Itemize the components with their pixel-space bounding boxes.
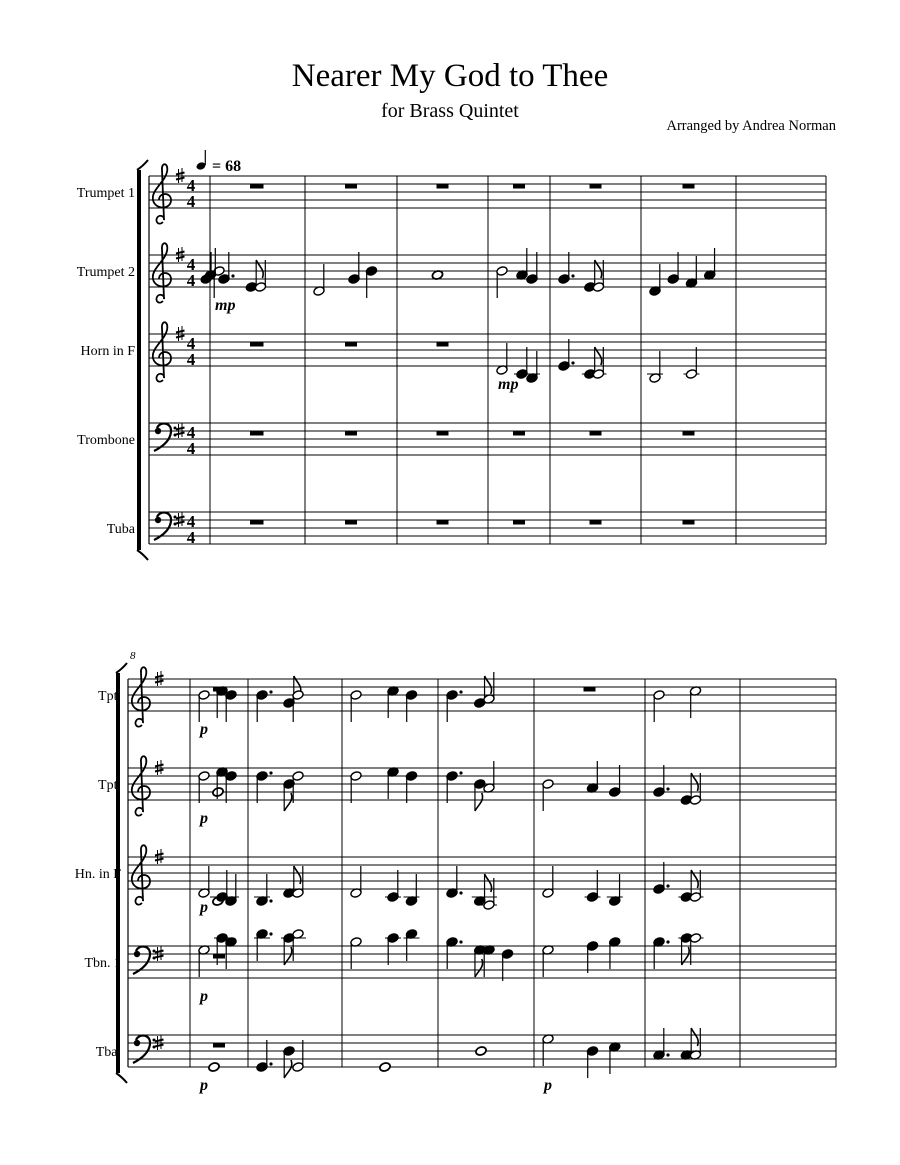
note: [609, 937, 621, 969]
page-title: Nearer My God to Thee: [291, 58, 609, 94]
note: [350, 690, 362, 722]
instrument-name: Tbn. 1: [84, 956, 121, 971]
instrument-name: Trumpet 1: [76, 186, 135, 201]
note: [586, 761, 598, 793]
dynamic-marking: p: [200, 899, 208, 916]
note: [292, 771, 304, 803]
note: [225, 771, 237, 803]
note: [586, 941, 598, 973]
sharp-icon: [176, 168, 185, 183]
sharp-icon: [155, 671, 164, 686]
note: [483, 945, 495, 977]
time-signature: 4: [186, 271, 196, 290]
note: [365, 266, 377, 298]
dynamic-marking: p: [200, 721, 208, 738]
dynamic-marking: mp: [215, 297, 236, 314]
note: [542, 866, 554, 898]
note: [292, 690, 304, 722]
note: [475, 1046, 487, 1057]
sharp-icon: [155, 1035, 164, 1050]
note: [348, 252, 360, 284]
note: [198, 866, 210, 898]
note: [387, 686, 399, 718]
tempo-bpm: = 68: [212, 158, 242, 175]
note: [558, 339, 575, 371]
treble-clef-icon: [153, 243, 171, 302]
bracket-icon: [137, 160, 148, 560]
whole-rest-icon: [590, 520, 602, 525]
note: [256, 771, 273, 803]
note: [446, 690, 463, 722]
whole-rest-icon: [213, 1043, 225, 1048]
instrument-name: Trombone: [77, 433, 135, 448]
whole-rest-icon: [345, 342, 357, 347]
whole-rest-icon: [252, 431, 264, 436]
note: [208, 1062, 220, 1073]
note: [647, 351, 663, 383]
note: [350, 771, 362, 803]
note: [225, 937, 237, 969]
note: [653, 765, 670, 797]
note: [685, 256, 697, 288]
sharp-icon: [155, 760, 164, 775]
time-signature: 4: [186, 350, 196, 369]
arranger-credit: Arranged by Andrea Norman: [666, 118, 836, 134]
whole-rest-icon: [683, 520, 695, 525]
whole-rest-icon: [252, 342, 264, 347]
dynamic-marking: p: [200, 1077, 208, 1094]
whole-rest-icon: [590, 184, 602, 189]
time-signature: 4: [186, 176, 196, 195]
page-subtitle: for Brass Quintet: [381, 100, 519, 122]
dynamic-marking: p: [200, 988, 208, 1005]
note: [501, 949, 513, 981]
note: [198, 771, 210, 803]
note: [609, 1042, 621, 1074]
note: [313, 264, 325, 296]
whole-rest-icon: [437, 184, 449, 189]
whole-rest-icon: [683, 431, 695, 436]
whole-rest-icon: [584, 687, 596, 692]
time-signature: 4: [186, 423, 196, 442]
whole-rest-icon: [213, 954, 225, 959]
whole-rest-icon: [437, 520, 449, 525]
treble-clef-icon: [132, 667, 150, 726]
note: [688, 933, 704, 965]
note: [667, 252, 679, 284]
whole-rest-icon: [683, 184, 695, 189]
whole-rest-icon: [437, 342, 449, 347]
instrument-name: Trumpet 2: [76, 265, 135, 280]
note: [214, 933, 230, 965]
note: [256, 1040, 273, 1072]
time-signature: 4: [186, 512, 196, 531]
note: [446, 771, 463, 803]
note: [379, 1062, 391, 1073]
time-signature: 4: [186, 334, 196, 353]
dynamic-marking: mp: [498, 376, 519, 393]
note: [688, 870, 704, 902]
whole-rest-icon: [513, 520, 525, 525]
note: [609, 765, 621, 797]
whole-rest-icon: [345, 184, 357, 189]
note: [385, 870, 401, 902]
whole-rest-icon: [345, 431, 357, 436]
note: [586, 1046, 598, 1078]
note: [704, 248, 716, 280]
note: [558, 252, 575, 284]
sharp-icon: [176, 247, 185, 262]
instrument-name: Tpt.: [98, 778, 121, 793]
whole-rest-icon: [513, 431, 525, 436]
instrument-name: Hn. in F: [74, 867, 121, 882]
note: [446, 937, 463, 969]
sharp-icon: [155, 946, 164, 961]
note: [653, 862, 670, 894]
note: [481, 878, 497, 910]
treble-clef-icon: [132, 845, 150, 904]
note: [404, 874, 420, 906]
treble-clef-icon: [153, 322, 171, 381]
note: [223, 874, 239, 906]
note: [526, 252, 538, 284]
tempo-marking: [196, 150, 207, 171]
whole-rest-icon: [252, 520, 264, 525]
note: [653, 690, 665, 722]
note: [542, 1034, 554, 1066]
note: [689, 686, 701, 718]
time-signature: 4: [186, 192, 196, 211]
note: [607, 874, 623, 906]
note: [404, 929, 420, 961]
note: [256, 690, 273, 722]
whole-rest-icon: [345, 520, 357, 525]
instrument-name: Tpt.: [98, 689, 121, 704]
note: [496, 343, 508, 375]
whole-rest-icon: [437, 431, 449, 436]
note: [585, 870, 601, 902]
note: [385, 933, 401, 965]
note: [649, 264, 661, 296]
note: [542, 779, 554, 811]
dynamic-marking: p: [200, 810, 208, 827]
time-signature: 4: [186, 439, 196, 458]
treble-clef-icon: [132, 756, 150, 815]
note: [405, 690, 417, 722]
instrument-name: Horn in F: [80, 344, 135, 359]
time-signature: 4: [186, 528, 196, 547]
sharp-icon: [176, 423, 185, 438]
sharp-icon: [155, 849, 164, 864]
note: [483, 761, 495, 793]
note: [653, 1028, 670, 1060]
note: [684, 347, 700, 379]
note: [292, 1040, 304, 1072]
note: [405, 771, 417, 803]
note: [254, 929, 273, 961]
whole-rest-icon: [590, 431, 602, 436]
note: [387, 767, 399, 799]
note: [198, 945, 210, 977]
note: [350, 866, 362, 898]
note: [516, 248, 528, 280]
note: [212, 787, 224, 798]
instrument-name: Tuba: [106, 522, 135, 537]
note: [542, 945, 554, 977]
note: [290, 929, 306, 961]
note: [474, 779, 486, 811]
note: [350, 937, 362, 969]
note: [225, 690, 237, 722]
note: [446, 866, 463, 898]
note: [283, 1046, 295, 1078]
sharp-icon: [176, 326, 185, 341]
note: [198, 690, 210, 722]
note: [254, 874, 273, 906]
whole-rest-icon: [513, 184, 525, 189]
measure-number: 8: [130, 650, 136, 662]
sharp-icon: [176, 512, 185, 527]
time-signature: 4: [186, 255, 196, 274]
note: [496, 266, 508, 298]
note: [653, 937, 670, 969]
treble-clef-icon: [153, 164, 171, 223]
dynamic-marking: p: [544, 1077, 552, 1094]
instrument-name: Tba.: [95, 1045, 121, 1060]
note: [200, 252, 212, 284]
whole-rest-icon: [252, 184, 264, 189]
